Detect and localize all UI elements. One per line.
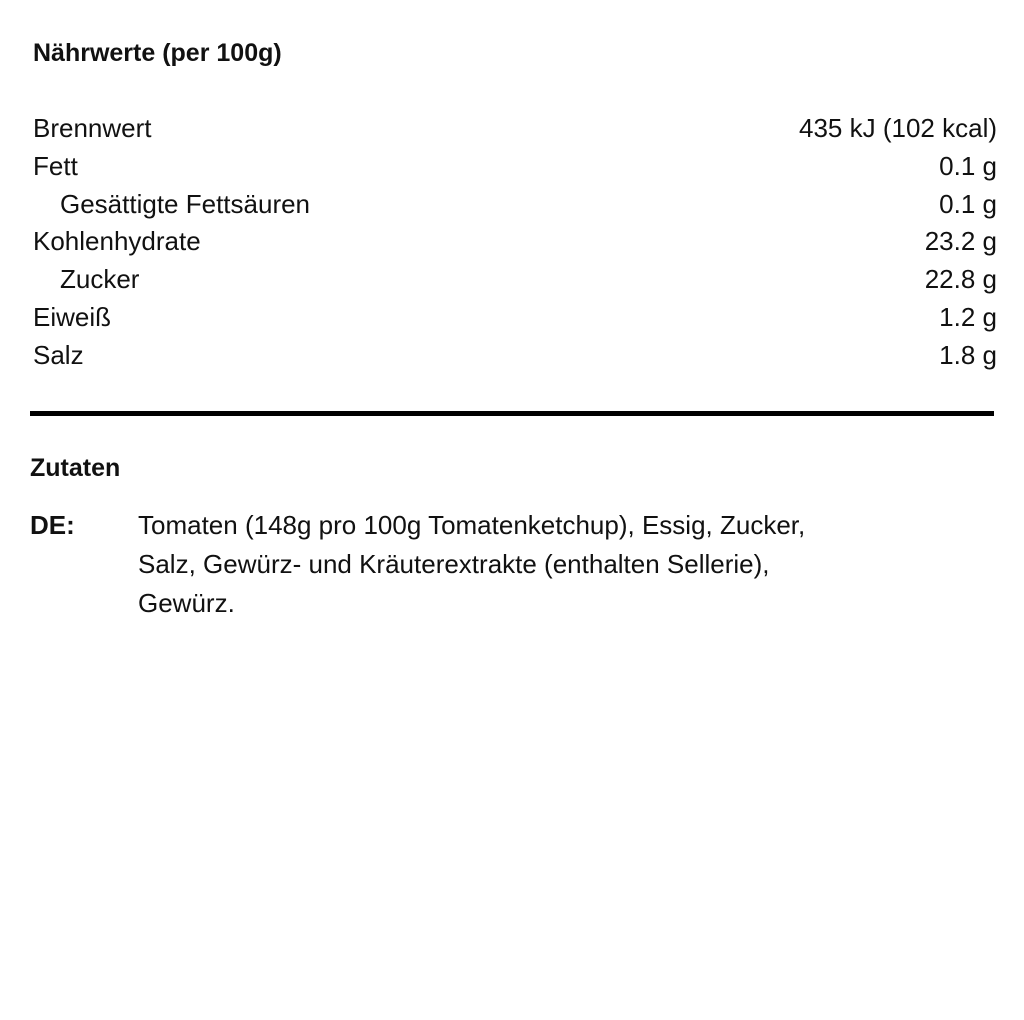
nutrient-row-fat [33, 148, 997, 186]
nutrient-name: Zucker [60, 264, 140, 295]
nutrient-value: 22.8 g [924, 264, 997, 295]
nutrient-name: Brennwert [33, 113, 152, 143]
nutrient-value: 23.2 g [924, 226, 997, 257]
nutrient-row-energy [33, 110, 997, 148]
nutrient-row-carbohydrates [33, 223, 997, 261]
section-divider [30, 411, 994, 416]
ingredients-text [138, 506, 970, 623]
nutrient-value: 435 kJ (102 kcal) [799, 113, 997, 143]
ingredients-line: Tomaten (148g pro 100g Tomatenketchup), Essig, Zucker, [138, 510, 806, 540]
nutrition-table [33, 110, 997, 375]
nutrient-name: Salz [33, 339, 84, 370]
nutrient-row-sugar [33, 261, 997, 299]
ingredients-title: Zutaten [30, 454, 121, 482]
nutrient-row-saturated-fat [33, 186, 997, 224]
language-label: DE: [30, 510, 75, 540]
nutrient-name: Eiweiß [33, 301, 112, 332]
nutrient-row-protein [33, 299, 997, 337]
nutrient-value: 1.8 g [939, 339, 997, 370]
nutrient-name: Fett [33, 150, 78, 181]
nutrient-value: 0.1 g [939, 150, 997, 181]
nutrient-value: 0.1 g [939, 188, 997, 219]
ingredients-block [30, 506, 970, 623]
ingredients-line: Gewürz. [138, 588, 235, 618]
nutrition-title: Nährwerte (per 100g) [33, 39, 282, 67]
nutrient-name: Kohlenhydrate [33, 226, 201, 257]
nutrient-name: Gesättigte Fettsäuren [60, 188, 311, 219]
nutrient-value: 1.2 g [939, 301, 997, 332]
ingredients-line: Salz, Gewürz- und Kräuterextrakte (enthalten Sellerie), [138, 549, 770, 579]
nutrient-row-salt [33, 337, 997, 375]
